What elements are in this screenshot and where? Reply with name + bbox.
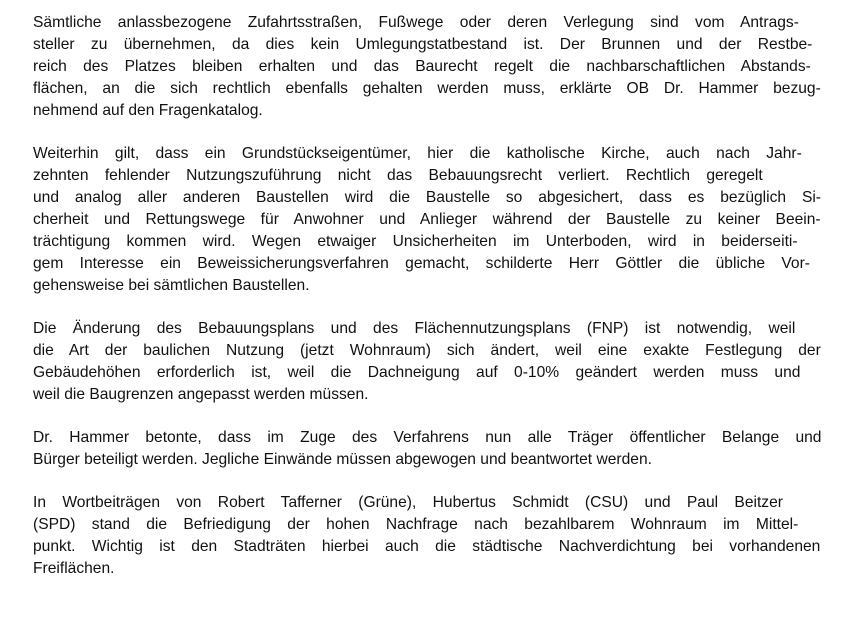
paragraph-property-rights <box>33 143 821 297</box>
text-line: steller zu übernehmen, da dies kein Umlegungstatbestand ist. Der Brunnen und der Restbe- <box>33 36 813 53</box>
text-line: (SPD) stand die Befriedigung der hohen Nachfrage nach bezahlbarem Wohnraum im Mittel- <box>33 516 799 533</box>
text-line: und analog aller anderen Baustellen wird die Baustelle so abgesichert, dass es bezüglich Si- <box>33 189 822 206</box>
paragraph-plan-changes <box>33 318 821 406</box>
paragraph-gap <box>33 406 821 427</box>
text-line: Gebäudehöhen erforderlich ist, weil die Dachneigung auf 0-10% geändert werden muss und <box>33 364 801 381</box>
text-line: die Art der baulichen Nutzung (jetzt Wohnraum) sich ändert, weil eine exakte Festlegung der <box>33 342 821 359</box>
text-line: Freiflächen. <box>33 560 115 577</box>
text-line: zehnten fehlender Nutzungszuführung nicht das Bebauungsrecht verliert. Rechtlich geregelt <box>33 167 763 184</box>
text-line: weil die Baugrenzen angepasst werden müssen. <box>33 386 369 403</box>
paragraph-gap <box>33 297 821 318</box>
paragraph-council-contributions <box>33 492 821 580</box>
text-line: punkt. Wichtig ist den Stadträten hierbei auch die städtische Nachverdichtung bei vorhandenen <box>33 538 821 555</box>
paragraph-gap <box>33 471 821 492</box>
text-line: flächen, an die sich rechtlich ebenfalls gehalten werden muss, erklärte OB Dr. Hammer bezug- <box>33 80 821 97</box>
text-line: Die Änderung des Bebauungsplans und des Flächennutzungsplans (FNP) ist notwendig, weil <box>33 320 796 337</box>
text-line: Bürger beteiligt werden. Jegliche Einwände müssen abgewogen und beantwortet werden. <box>33 451 652 468</box>
text-line: trächtigung kommen wird. Wegen etwaiger Unsicherheiten im Unterboden, wird in beiderseiti- <box>33 233 798 250</box>
text-line: Sämtliche anlassbezogene Zufahrtsstraßen, Fußwege oder deren Verlegung sind vom Antrags- <box>33 14 799 31</box>
text-line: Dr. Hammer betonte, dass im Zuge des Verfahrens nun alle Träger öffentlicher Belange und <box>33 429 822 446</box>
paragraph-public-participation <box>33 427 821 471</box>
paragraph-access-roads <box>33 12 821 122</box>
text-line: nehmend auf den Fragenkatalog. <box>33 102 263 119</box>
text-line: gem Interesse ein Beweissicherungsverfahren gemacht, schilderte Herr Göttler die übliche Vor- <box>33 255 810 272</box>
text-line: Weiterhin gilt, dass ein Grundstückseigentümer, hier die katholische Kirche, auch nach Jahr- <box>33 145 802 162</box>
paragraph-gap <box>33 122 821 143</box>
text-line: reich des Platzes bleiben erhalten und das Baurecht regelt die nachbarschaftlichen Abstands- <box>33 58 811 75</box>
text-line: cherheit und Rettungswege für Anwohner und Anlieger während der Baustelle zu keiner Beein- <box>33 211 821 228</box>
document-page <box>33 12 821 580</box>
text-line: In Wortbeiträgen von Robert Tafferner (Grüne), Hubertus Schmidt (CSU) und Paul Beitzer <box>33 494 783 511</box>
text-line: gehensweise bei sämtlichen Baustellen. <box>33 277 310 294</box>
